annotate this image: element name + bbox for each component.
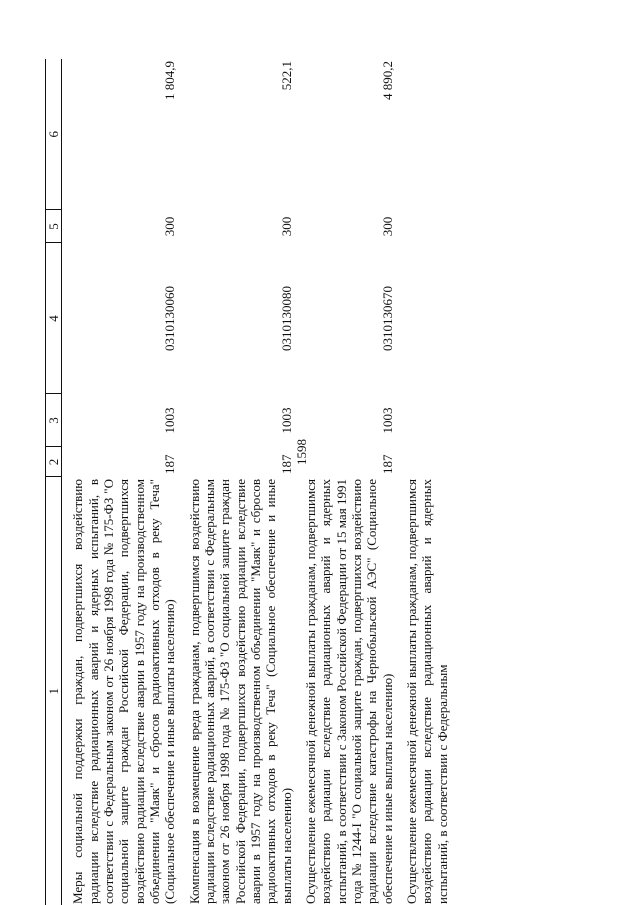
row-description: Осуществление ежемесячной денежной выплаты гражданам, подвергшимся воздействию радиации вследствие радиационных аварий и ядерных испытаний, в соответствии с Федеральным (403, 479, 450, 904)
header-col-4: 4 (46, 243, 62, 394)
header-col-2: 2 (46, 447, 62, 477)
row-expense-code: 300 (278, 216, 294, 237)
row-target-code (396, 243, 451, 394)
table-row (295, 59, 396, 905)
header-col-1: 1 (46, 477, 62, 905)
rotated-page-area (45, 59, 621, 905)
row-target-code: 0310130060 (162, 286, 178, 351)
row-ministry-code (396, 447, 451, 477)
row-ministry-code: 187 (278, 454, 294, 474)
row-ministry-code: 187 (162, 454, 178, 474)
row-description: Осуществление ежемесячной денежной выплаты гражданам, подвергшимся воздействию радиации вследствие радиационных аварий и ядерных испытаний, в соответствии с Законом Российской Федерации от 15 мая 1991 года № 1244-I "О социальной защите граждан, подвергшихся воздействию радиации вследствие катастрофы на Чернобыльской АЭС" (Социальное обеспечение и иные выплаты населению) (302, 479, 395, 904)
row-amount: 1 804,9 (162, 61, 178, 100)
row-description: Меры социальной поддержки граждан, подвергшихся воздействию радиации вследствие радиационных аварий и ядерных испытаний, в соответствии с Федеральным законом от 26 ноября 1998 года № 175-ФЗ "О социальной защите граждан Российской Федерации, подвергшихся воздействию радиации вследствие аварии в 1957 году на производственном объединении "Маяк" и сбросов радиоактивных отходов в реку Теча" (Социальное обеспечение и иные выплаты населению) (70, 479, 178, 904)
row-amount (396, 59, 451, 210)
row-section-code: 1003 (379, 407, 395, 434)
table-row (396, 59, 451, 905)
header-col-3: 3 (46, 394, 62, 447)
row-section-code (396, 394, 451, 447)
row-description: Компенсация в возмещение вреда гражданам, подвергшимся воздействию радиации вследствие радиационных аварий, в соответствии с Федеральным законом от 26 ноября 1998 года № 175-ФЗ "О социальной защите граждан Российской Федерации, подвергшихся воздействию радиации вследствие аварии в 1957 году на производственном объединении "Маяк" и сбросов радиоактивных отходов в реку Теча" (Социальное обеспечение и иные выплаты населению) (186, 479, 294, 904)
row-section-code: 1003 (278, 407, 294, 434)
row-expense-code: 300 (162, 216, 178, 237)
header-col-5: 5 (46, 210, 62, 243)
table-row (179, 59, 295, 905)
header-col-6: 6 (46, 59, 62, 210)
row-ministry-code: 187 (379, 454, 395, 474)
budget-table (45, 59, 451, 905)
row-expense-code (396, 210, 451, 243)
page-number: 1598 (294, 439, 309, 465)
row-expense-code: 300 (379, 216, 395, 237)
row-target-code: 0310130080 (278, 286, 294, 351)
row-amount: 522,1 (278, 61, 294, 91)
row-section-code: 1003 (162, 407, 178, 434)
table-header-row (46, 59, 62, 905)
row-amount: 4 890,2 (379, 61, 395, 100)
row-target-code: 0310130670 (379, 286, 395, 351)
table-row (62, 59, 179, 905)
rotated-content (45, 59, 621, 905)
